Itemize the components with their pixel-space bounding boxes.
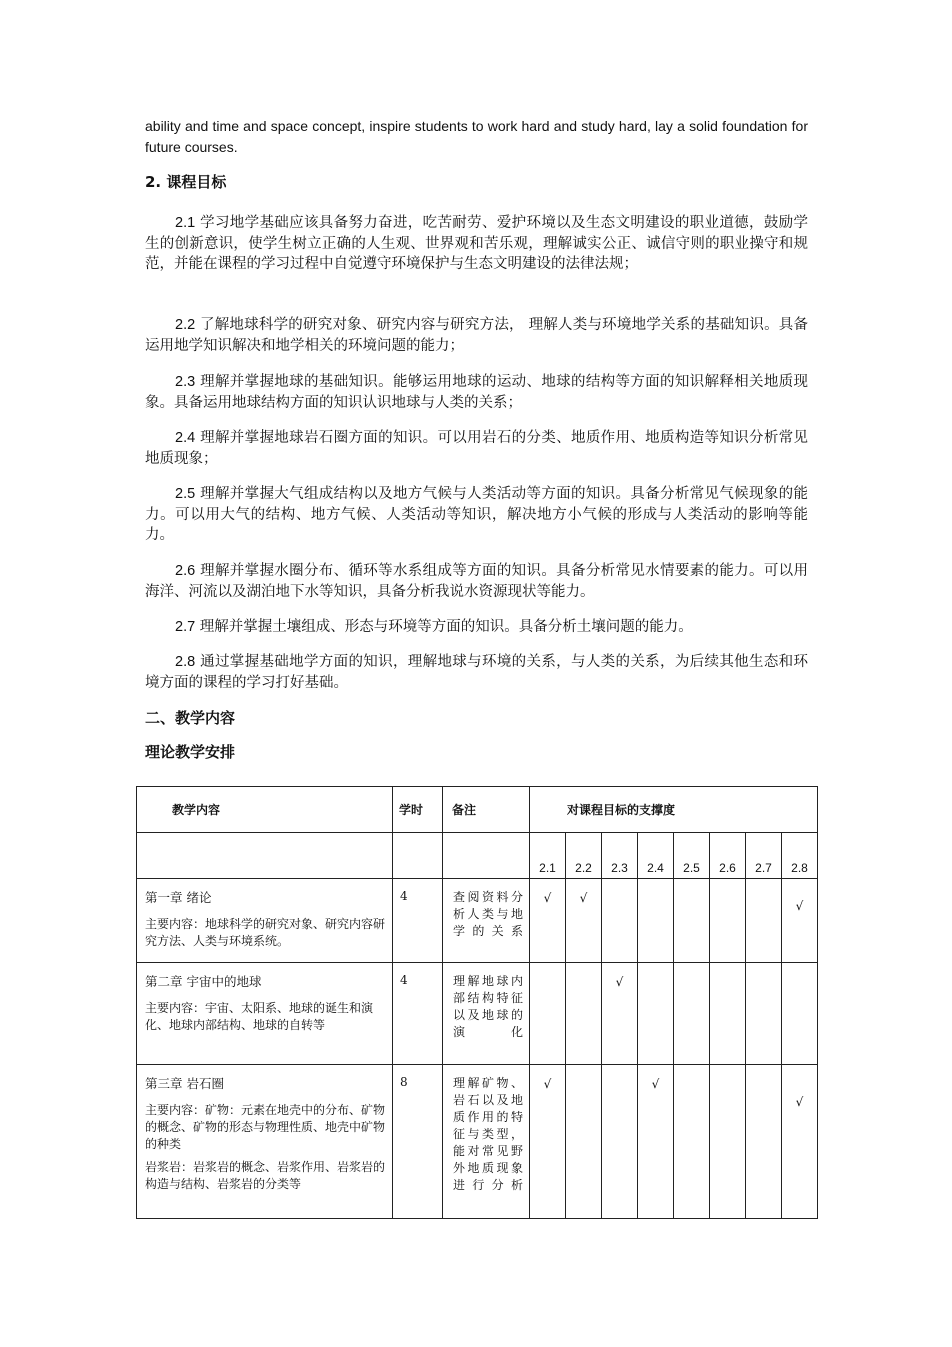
check-mark xyxy=(674,879,710,963)
hours-cell: 4 xyxy=(393,963,443,1065)
goal-paragraph-2-6 xyxy=(145,561,808,602)
check-mark: √ xyxy=(566,879,602,963)
goal-paragraph-2-3 xyxy=(145,372,808,413)
check-mark: √ xyxy=(530,1065,566,1219)
goal-paragraph-2-7 xyxy=(145,617,808,638)
goal-number: 2.8 xyxy=(175,654,196,670)
check-mark xyxy=(602,879,638,963)
check-mark xyxy=(710,1065,746,1219)
goal-number: 2.3 xyxy=(175,374,196,390)
table-row xyxy=(137,879,818,963)
check-mark: √ xyxy=(782,879,818,963)
header-content: 教学内容 xyxy=(137,787,393,833)
chapter-title: 第三章 岩石圈 xyxy=(145,1076,224,1091)
check-mark: √ xyxy=(638,1065,674,1219)
check-mark xyxy=(602,1065,638,1219)
goal-text: 通过掌握基础地学方面的知识，理解地球与环境的关系，与人类的关系，为后续其他生态和环境方面的课程的学习打好基础。 xyxy=(145,654,809,691)
goal-number: 2.1 xyxy=(175,215,196,231)
goal-paragraph-2-1 xyxy=(145,213,808,275)
check-mark xyxy=(638,879,674,963)
goal-text: 了解地球科学的研究对象、研究内容与研究方法， 理解人类与环境地学关系的基础知识。具备运用地学知识解决和地学相关的环境问题的能力； xyxy=(145,317,808,354)
goal-number: 2.4 xyxy=(175,430,196,446)
goal-text: 理解并掌握地球岩石圈方面的知识。可以用岩石的分类、地质作用、地质构造等知识分析常见地质现象； xyxy=(145,430,809,467)
empty-cell xyxy=(393,833,443,879)
goal-paragraph-2-8 xyxy=(145,652,808,693)
goal-code: 2.6 xyxy=(710,833,746,879)
chapter-title: 第二章 宇宙中的地球 xyxy=(145,974,262,989)
teaching-content-heading: 二、教学内容 xyxy=(145,709,236,727)
chapter-cell xyxy=(137,879,393,963)
goal-number: 2.5 xyxy=(175,486,196,502)
header-support: 对课程目标的支撑度 xyxy=(530,787,818,833)
intro-paragraph: ability and time and space concept, inspire students to work hard and study hard, lay a solid foundation for future courses. xyxy=(145,118,808,155)
check-mark: √ xyxy=(530,879,566,963)
note-cell: 理解地球内部结构特征以及地球的演化 xyxy=(443,963,530,1065)
check-mark xyxy=(638,963,674,1065)
header-hours: 学时 xyxy=(393,787,443,833)
check-mark xyxy=(710,879,746,963)
chapter-description: 主要内容：宇宙、太阳系、地球的诞生和演化、地球内部结构、地球的自转等 xyxy=(145,1001,374,1032)
check-mark: √ xyxy=(782,1065,818,1219)
goal-paragraph-2-2 xyxy=(145,315,808,356)
hours-cell: 4 xyxy=(393,879,443,963)
goal-text: 理解并掌握土壤组成、形态与环境等方面的知识。具备分析土壤问题的能力。 xyxy=(199,619,693,635)
goal-code: 2.4 xyxy=(638,833,674,879)
goal-number: 2.7 xyxy=(175,619,196,635)
check-mark xyxy=(746,963,782,1065)
header-notes: 备注 xyxy=(443,787,530,833)
goal-paragraph-2-5 xyxy=(145,484,808,546)
check-mark xyxy=(674,1065,710,1219)
check-mark xyxy=(746,1065,782,1219)
check-mark xyxy=(746,879,782,963)
goal-text: 理解并掌握地球的基础知识。能够运用地球的运动、地球的结构等方面的知识解释相关地质现象。具备运用地球结构方面的知识认识地球与人类的关系； xyxy=(145,374,809,411)
note-cell: 查阅资料分析人类与地学的关系 xyxy=(443,879,530,963)
hours-cell: 8 xyxy=(393,1065,443,1219)
chapter-description: 岩浆岩：岩浆岩的概念、岩浆作用、岩浆岩的构造与结构、岩浆岩的分类等 xyxy=(145,1160,386,1191)
goal-text: 学习地学基础应该具备努力奋进，吃苦耐劳、爱护环境以及生态文明建设的职业道德，鼓励学生的创新意识，使学生树立正确的人生观、世界观和苦乐观，理解诚实公正、诚信守则的职业操守和规范，并能在课程的学习过程中自觉遵守环境保护与生态文明建设的法律法规； xyxy=(145,215,809,272)
teaching-plan-table xyxy=(136,786,818,1219)
goal-number: 2.6 xyxy=(175,563,196,579)
check-mark xyxy=(674,963,710,1065)
table-header-row xyxy=(137,787,818,833)
table-row xyxy=(137,1065,818,1219)
goal-code: 2.1 xyxy=(530,833,566,879)
check-mark xyxy=(710,963,746,1065)
goal-paragraph-2-4 xyxy=(145,428,808,469)
goal-text: 理解并掌握水圈分布、循环等水系组成等方面的知识。具备分析常见水情要素的能力。可以用海洋、河流以及湖泊地下水等知识，具备分析我说水资源现状等能力。 xyxy=(145,563,809,600)
goal-code: 2.8 xyxy=(782,833,818,879)
course-goals-heading: 2. 课程目标 xyxy=(145,173,227,191)
goal-code: 2.2 xyxy=(566,833,602,879)
chapter-title: 第一章 绪论 xyxy=(145,890,212,905)
theory-arrangement-heading: 理论教学安排 xyxy=(145,743,236,761)
check-mark xyxy=(782,963,818,1065)
goal-code-row xyxy=(137,833,818,879)
empty-cell xyxy=(137,833,393,879)
check-mark xyxy=(566,963,602,1065)
note-cell: 理解矿物、岩石以及地质作用的特征与类型，能对常见野外地质现象进行分析 xyxy=(443,1065,530,1219)
chapter-cell xyxy=(137,963,393,1065)
goal-code: 2.7 xyxy=(746,833,782,879)
goal-code: 2.5 xyxy=(674,833,710,879)
chapter-description: 主要内容：地球科学的研究对象、研究内容研究方法、人类与环境系统。 xyxy=(145,917,386,948)
chapter-cell xyxy=(137,1065,393,1219)
empty-cell xyxy=(443,833,530,879)
goal-number: 2.2 xyxy=(175,317,196,333)
goal-code: 2.3 xyxy=(602,833,638,879)
goal-text: 理解并掌握大气组成结构以及地方气候与人类活动等方面的知识。具备分析常见气候现象的能力。可以用大气的结构、地方气候、人类活动等知识，解决地方小气候的形成与人类活动的影响等能力。 xyxy=(145,486,809,543)
check-mark xyxy=(530,963,566,1065)
check-mark: √ xyxy=(602,963,638,1065)
chapter-description: 主要内容：矿物：元素在地壳中的分布、矿物的概念、矿物的形态与物理性质、地壳中矿物的种类 xyxy=(145,1103,386,1151)
check-mark xyxy=(566,1065,602,1219)
table-row xyxy=(137,963,818,1065)
